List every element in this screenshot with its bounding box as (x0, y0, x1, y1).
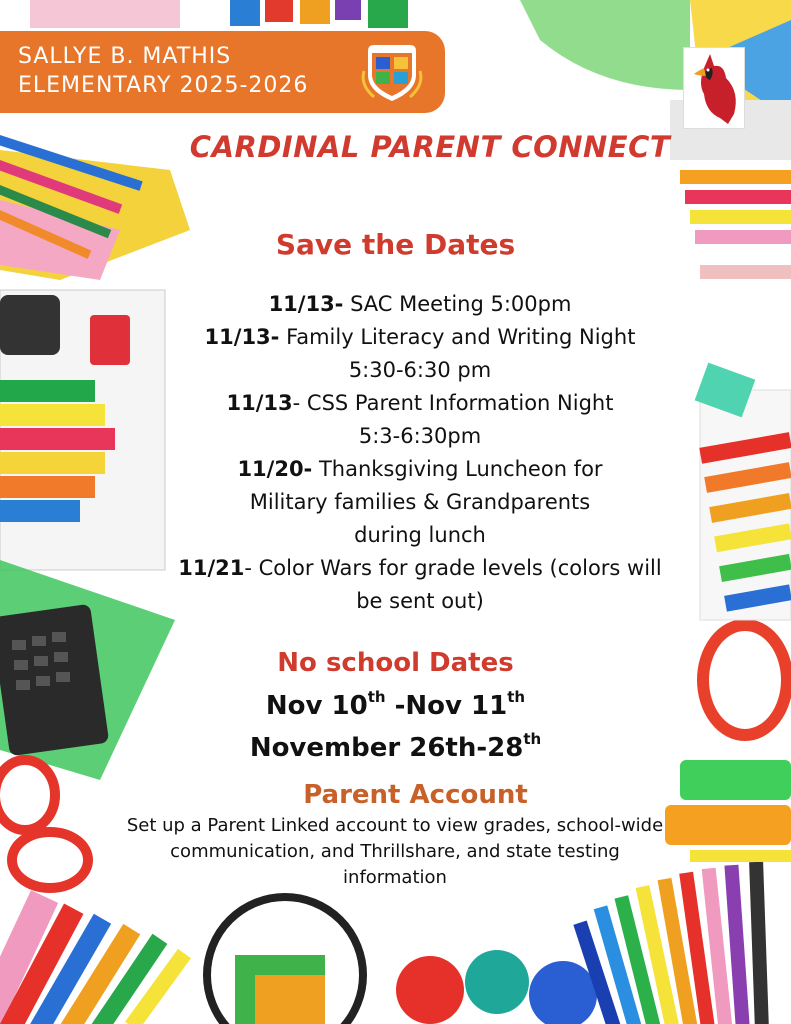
account-line: communication, and Thrillshare, and state testing (170, 841, 620, 862)
event-text: Military families & Grandparents (249, 490, 591, 514)
event-line (140, 453, 700, 486)
event-line (140, 420, 700, 453)
school-banner (0, 31, 445, 113)
school-year: ELEMENTARY 2025-2026 (18, 73, 309, 98)
event-line (140, 321, 700, 354)
save-the-dates-heading: Save the Dates (275, 228, 516, 261)
event-text: 5:3-6:30pm (358, 424, 482, 448)
parent-account-heading: Parent Account (303, 780, 528, 810)
parent-account-text (95, 813, 695, 891)
account-line: information (343, 867, 447, 888)
event-line (140, 519, 700, 552)
event-text: SAC Meeting 5:00pm (343, 292, 572, 316)
event-line (140, 387, 700, 420)
cardinal-bird-icon (684, 48, 746, 130)
event-date: 11/21 (178, 556, 245, 580)
event-text: be sent out) (356, 589, 484, 613)
no-school-heading: No school Dates (277, 648, 514, 678)
event-line (140, 288, 700, 321)
date-text: -Nov 11 (385, 691, 508, 721)
event-line (140, 585, 700, 618)
event-line (140, 552, 700, 585)
bottom-left-markers (0, 890, 191, 1024)
event-text: - CSS Parent Information Night (292, 391, 614, 415)
event-line (140, 354, 700, 387)
event-date: 11/13- (204, 325, 280, 349)
cardinal-image (683, 47, 745, 129)
event-text: during lunch (354, 523, 486, 547)
top-markers (30, 0, 408, 28)
events-list (140, 288, 700, 618)
event-date: 11/20- (237, 457, 313, 481)
event-text: 5:30-6:30 pm (348, 358, 492, 382)
date-text: Nov 10 (265, 691, 368, 721)
date-suffix: th (507, 688, 526, 706)
event-text: Family Literacy and Writing Night (279, 325, 636, 349)
event-text: - Color Wars for grade levels (colors will (244, 556, 662, 580)
date-suffix: th (523, 730, 542, 748)
school-name: SALLYE B. MATHIS (18, 44, 232, 69)
school-crest-icon (360, 41, 424, 105)
no-school-date-2 (0, 730, 791, 763)
paint-pots (207, 897, 597, 1024)
event-date: 11/13- (268, 292, 344, 316)
event-text: Thanksgiving Luncheon for (312, 457, 603, 481)
event-line (140, 486, 700, 519)
page-title: CARDINAL PARENT CONNECT (189, 130, 671, 164)
right-pencils (695, 363, 791, 620)
date-text: November 26th-28 (249, 733, 524, 763)
date-suffix: th (367, 688, 386, 706)
account-line: Set up a Parent Linked account to view grades, school-wide (126, 815, 664, 836)
event-date: 11/13 (226, 391, 293, 415)
no-school-date-1 (0, 688, 791, 721)
